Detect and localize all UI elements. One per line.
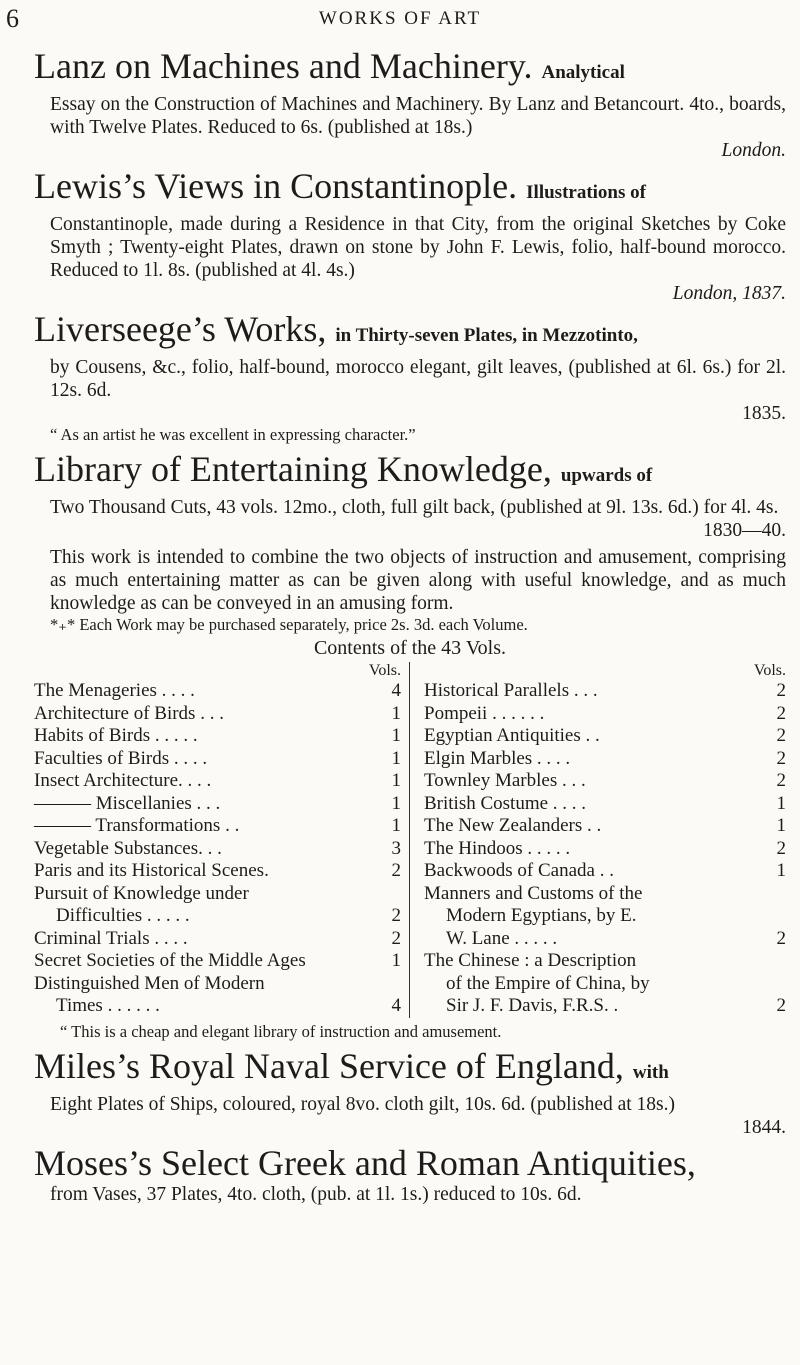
contents-item-title: Distinguished Men of Modern	[34, 972, 265, 994]
title-text: Liverseege’s Works,	[34, 309, 327, 349]
contents-table	[34, 662, 786, 1018]
contents-heading: Contents of the 43 Vols.	[313, 637, 507, 659]
imprint-year: 1844.	[742, 1116, 786, 1138]
imprint-place: London.	[721, 140, 786, 161]
contents-item-title: Egyptian Antiquities . .	[424, 725, 600, 746]
contents-item	[34, 905, 401, 928]
contents-item	[424, 883, 786, 906]
contents-item	[424, 905, 786, 928]
contents-item-vols	[762, 973, 786, 996]
contents-item-title: ——— Transformations . .	[34, 815, 240, 836]
contents-item-title: ——— Miscellanies . . .	[34, 792, 221, 814]
contents-item-vols: 2	[776, 927, 786, 949]
vols-header: Vols.	[368, 662, 401, 679]
entry-moses	[34, 1143, 786, 1206]
contents-item	[424, 928, 786, 951]
contents-item-title: Paris and its Historical Scenes.	[34, 860, 269, 881]
contents-item-title: British Costume . . . .	[424, 792, 587, 814]
contents-item-vols: 1	[391, 792, 401, 814]
contents-item	[34, 793, 401, 816]
entry-imprint	[34, 139, 786, 162]
entry-imprint	[34, 519, 786, 542]
entry-liverseege	[34, 309, 786, 445]
entry-library-entertaining-knowledge	[34, 449, 786, 1042]
entry-paragraph: This work is intended to combine the two objects of instruction and amusement, comprising as much entertaining matter as can be given along with useful knowledge, and as much knowledge as can be conveyed in an amusing form.	[50, 547, 786, 614]
contents-item-title: W. Lane . . . . .	[446, 927, 558, 949]
contents-item	[424, 680, 786, 703]
entry-description: Essay on the Construction of Machines and Machinery. By Lanz and Betancourt. 4to., boards, with Twelve Plates. Reduced to 6s. (published at 18s.)	[50, 94, 786, 138]
contents-item	[34, 703, 401, 726]
contents-item-vols: 2	[391, 927, 401, 949]
contents-item-title: The Menageries . . . .	[34, 680, 195, 701]
contents-item	[34, 883, 401, 906]
title-tagline: Analytical	[541, 62, 625, 83]
contents-item-title: Habits of Birds . . . . .	[34, 725, 198, 746]
entry-note: *₊* Each Work may be purchased separately, price 2s. 3d. each Volume.	[50, 615, 528, 634]
imprint-year: 1830—40.	[703, 520, 786, 541]
entry-lewis	[34, 166, 786, 305]
contents-item-vols: 1	[391, 770, 401, 791]
title-tagline: Illustrations of	[526, 182, 646, 203]
vols-header: Vols.	[753, 662, 786, 679]
entry-imprint	[34, 282, 786, 305]
contents-item-title: Secret Societies of the Middle Ages	[34, 950, 306, 971]
imprint-place: London, 1837.	[672, 283, 786, 304]
entry-imprint	[34, 402, 786, 425]
title-text: Library of Entertaining Knowledge,	[34, 449, 552, 489]
title-text: Lanz on Machines and Machinery.	[34, 46, 533, 86]
contents-item-vols: 2	[776, 837, 786, 859]
contents-item	[34, 748, 401, 771]
contents-item	[34, 973, 401, 996]
contents-item-vols: 1	[391, 747, 401, 769]
contents-left-column	[34, 662, 410, 1018]
contents-item	[424, 725, 786, 748]
contents-item-title: Townley Marbles . . .	[424, 770, 586, 791]
entry-description: Constantinople, made during a Residence in that City, from the original Sketches by Coke Smyth ; Twenty-eight Plates, drawn on stone by John F. Lewis, folio, half-bound morocco. Reduced to 1l. 8s. (published at 4l. 4s.)	[50, 214, 786, 281]
contents-item	[424, 793, 786, 816]
imprint-year: 1835.	[742, 403, 786, 424]
contents-item-vols: 2	[776, 725, 786, 746]
contents-item-vols: 2	[776, 995, 786, 1016]
contents-item-title: Vegetable Substances. . .	[34, 837, 222, 859]
contents-right-list	[424, 680, 786, 1018]
contents-item-vols	[377, 883, 401, 906]
contents-item	[424, 748, 786, 771]
contents-item-vols	[762, 883, 786, 906]
title-text: Moses’s Select Greek and Roman Antiquities,	[34, 1142, 696, 1183]
contents-item-vols: 1	[776, 860, 786, 881]
catalogue-content	[34, 46, 786, 1210]
contents-item-vols: 2	[776, 770, 786, 791]
title-tagline: in Thirty-seven Plates, in Mezzotinto,	[335, 325, 638, 346]
contents-item-vols: 2	[391, 905, 401, 926]
title-text: Miles’s Royal Naval Service of England,	[34, 1045, 624, 1086]
entry-title	[34, 166, 786, 213]
contents-item-vols: 1	[776, 815, 786, 836]
contents-item	[34, 725, 401, 748]
contents-item-title: Historical Parallels . . .	[424, 680, 598, 701]
contents-item-title: of the Empire of China, by	[446, 972, 650, 994]
contents-item-title: The Hindoos . . . . .	[424, 837, 571, 859]
contents-item-vols: 2	[776, 702, 786, 724]
contents-item-title: Modern Egyptians, by E.	[446, 905, 637, 926]
contents-item	[424, 770, 786, 793]
page-number: 6	[6, 4, 19, 33]
entry-title	[34, 309, 786, 356]
contents-item-vols	[377, 973, 401, 996]
contents-item-vols	[762, 950, 786, 973]
contents-item-vols: 4	[391, 995, 401, 1016]
contents-item	[34, 995, 401, 1018]
contents-item	[34, 838, 401, 861]
contents-item-title: The Chinese : a Description	[424, 950, 637, 971]
contents-item-vols: 1	[391, 815, 401, 836]
title-text: Lewis’s Views in Constantinople.	[34, 166, 518, 206]
contents-right-column	[410, 662, 786, 1018]
entry-title	[34, 1046, 786, 1093]
contents-item	[34, 950, 401, 973]
entry-description: by Cousens, &c., folio, half-bound, morocco elegant, gilt leaves, (published at 6l. 6s.) for 2l. 12s. 6d.	[50, 357, 786, 401]
contents-item-title: Times . . . . . .	[56, 995, 160, 1016]
contents-item-title: Sir J. F. Davis, F.R.S. .	[446, 995, 619, 1016]
entry-imprint	[34, 1116, 786, 1139]
contents-item-title: Elgin Marbles . . . .	[424, 747, 571, 769]
closing-quote: “ This is a cheap and elegant library of instruction and amusement.	[60, 1021, 502, 1041]
contents-item-vols: 1	[391, 702, 401, 724]
contents-item-title: Insect Architecture. . . .	[34, 770, 212, 791]
contents-item	[424, 950, 786, 973]
contents-item	[424, 703, 786, 726]
entry-lanz	[34, 46, 786, 162]
contents-item-title: Backwoods of Canada . .	[424, 860, 614, 881]
contents-item	[424, 995, 786, 1018]
contents-item-vols: 1	[391, 950, 401, 971]
contents-item-title: Difficulties . . . . .	[56, 905, 190, 926]
contents-item-title: Pompeii . . . . . .	[424, 702, 545, 724]
contents-item-vols: 2	[391, 860, 401, 881]
contents-item-vols: 3	[391, 837, 401, 859]
entry-description: Two Thousand Cuts, 43 vols. 12mo., cloth, full gilt back, (published at 9l. 13s. 6d.) for 4l. 4s.	[50, 497, 779, 518]
contents-item	[424, 815, 786, 838]
entry-quote: “ As an artist he was excellent in expressing character.”	[50, 425, 416, 444]
contents-item	[34, 815, 401, 838]
contents-item-title: Architecture of Birds . . .	[34, 702, 224, 724]
contents-item	[34, 928, 401, 951]
contents-item-vols: 2	[776, 747, 786, 769]
contents-item	[34, 770, 401, 793]
contents-item	[34, 860, 401, 883]
entry-description: from Vases, 37 Plates, 4to. cloth, (pub. at 1l. 1s.) reduced to 10s. 6d.	[50, 1183, 582, 1205]
contents-item-vols	[762, 905, 786, 928]
contents-item-title: Criminal Trials . . . .	[34, 927, 188, 949]
contents-item-vols: 4	[391, 680, 401, 701]
title-tagline: with	[632, 1061, 669, 1083]
contents-item-title: Manners and Customs of the	[424, 882, 643, 904]
entry-miles	[34, 1046, 786, 1139]
contents-item	[424, 838, 786, 861]
contents-item-vols: 1	[391, 725, 401, 746]
contents-left-list	[34, 680, 401, 1018]
contents-item-vols: 2	[776, 680, 786, 701]
entry-description: Eight Plates of Ships, coloured, royal 8vo. cloth gilt, 10s. 6d. (published at 18s.)	[50, 1093, 676, 1115]
contents-item	[424, 860, 786, 883]
contents-item	[34, 680, 401, 703]
contents-item-title: Faculties of Birds . . . .	[34, 747, 208, 769]
running-head: WORKS OF ART	[318, 8, 482, 29]
entry-title	[34, 449, 786, 496]
contents-item-title: The New Zealanders . .	[424, 815, 602, 836]
entry-title	[34, 46, 786, 93]
contents-item	[424, 973, 786, 996]
contents-item-title: Pursuit of Knowledge under	[34, 882, 249, 904]
contents-item-vols: 1	[776, 792, 786, 814]
title-tagline: upwards of	[560, 465, 653, 486]
entry-title	[34, 1143, 786, 1183]
